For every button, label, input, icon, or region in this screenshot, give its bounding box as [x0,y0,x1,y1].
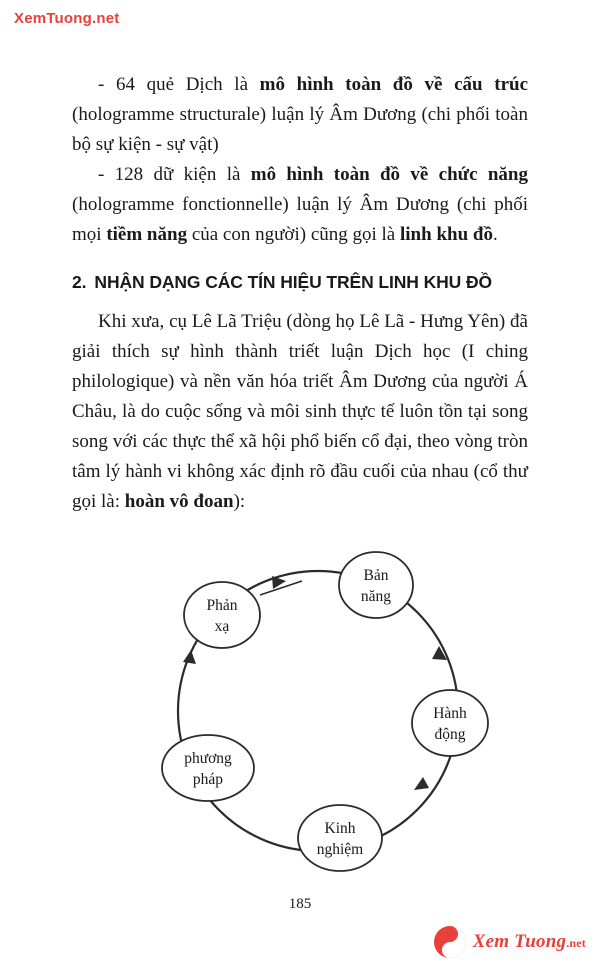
section-number: 2. [72,272,87,293]
node-hanh-dong [412,690,488,756]
footer-logo-name: Xem Tuong [472,931,567,952]
para2-bold-1: mô hình toàn đồ về chức năng [250,164,528,186]
para1-bold-1: mô hình toàn đồ về cấu trúc [259,74,529,95]
node-label-ban-nang-line1: Bản [363,567,389,585]
node-label-kinh-nghiem-line1: Kinh [324,820,356,838]
node-kinh-nghiem [298,805,382,871]
para3-tail: ): [233,491,246,513]
node-label-hanh-dong-line1: Hành [433,705,467,723]
paragraph-128-du-kien [72,160,528,250]
para1-rest: (hologramme structurale) luận lý Âm Dương (chi phối toàn bộ sự kiện - sự vật) [72,104,528,156]
page-number: 185 [288,896,312,912]
node-label-phan-xa-line1: Phản [206,597,238,615]
para2-tail: . [492,224,498,246]
node-phan-xa [184,582,260,648]
yin-yang-icon [433,925,467,959]
para3-bold: hoàn vô đoan [124,491,234,513]
footer-logo-suffix: .net [566,936,586,950]
top-watermark: XemTuong.net [14,10,120,27]
footer-logo [433,925,586,959]
para2-mid-1: (hologramme fonctionnelle) luận lý Âm Dương (chi phối mọi [72,194,528,246]
section-heading [72,272,528,293]
cycle-diagram [72,533,528,873]
page-content [72,70,528,873]
para2-lead: - 128 dữ kiện là [98,164,251,186]
section-title: NHẬN DẠNG CÁC TÍN HIỆU TRÊN LINH KHU ĐỒ [94,272,493,293]
node-ban-nang [339,552,413,618]
node-label-phuong-phap-line1: phương [184,750,232,768]
node-phuong-phap [162,735,254,801]
node-label-ban-nang-line2: năng [360,588,392,606]
paragraph-khi-xua [72,307,528,517]
node-label-phan-xa-line2: xạ [214,618,230,636]
para2-mid-2: của con người) cũng gọi là [187,224,400,246]
node-label-hanh-dong-line2: động [434,726,466,744]
paragraph-64-que-dich [72,70,528,160]
para2-bold-3: linh khu đồ [400,224,493,246]
para1-lead: - 64 quẻ Dịch là [98,74,260,95]
node-label-kinh-nghiem-line2: nghiệm [316,841,364,859]
para3-text: Khi xưa, cụ Lê Lã Triệu (dòng họ Lê Lã - Hưng Yên) đã giải thích sự hình thành triết luận Dịch học (I ching philologique) và nền văn hóa triết Âm Dương của người Á Châu, là do cuộc sống và môi sinh thực tế luôn tồn tại song song với các thực thể xã hội phổ biến cổ đại, theo vòng tròn tâm lý hành vi không xác định rõ đầu cuối của nhau (cổ thư gọi là: [72,311,528,513]
para2-bold-2: tiềm năng [106,224,188,246]
node-label-phuong-phap-line2: pháp [192,771,224,789]
footer-logo-text [473,931,586,953]
